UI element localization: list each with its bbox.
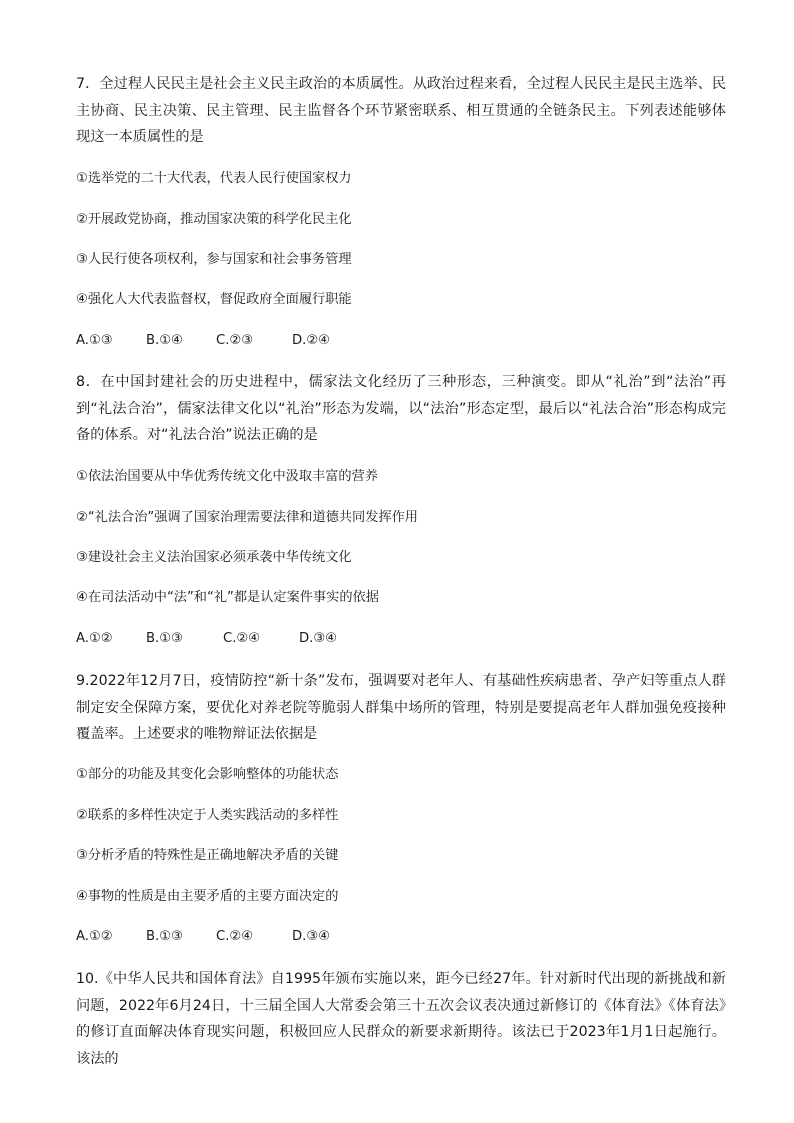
question-7-choice-c[interactable]: C.②③ [216, 333, 254, 348]
question-9-choices [76, 927, 726, 947]
question-7-option-1: ①选举党的二十大代表，代表人民行使国家权力 [76, 171, 352, 186]
question-7-choice-b[interactable]: B.①④ [146, 333, 183, 348]
question-9-choice-a[interactable]: A.①② [76, 929, 113, 944]
question-9-option-1: ①部分的功能及其变化会影响整体的功能状态 [76, 767, 339, 782]
question-7-choices [76, 331, 726, 351]
question-8-choices [76, 629, 726, 649]
question-8-option-1: ①依法治国要从中华优秀传统文化中汲取丰富的营养 [76, 469, 378, 484]
question-8-choice-d[interactable]: D.③④ [299, 631, 337, 646]
question-9-option-2: ②联系的多样性决定于人类实践活动的多样性 [76, 808, 339, 823]
question-7-option-3: ③人民行使各项权利，参与国家和社会事务管理 [76, 252, 352, 267]
question-7-choice-d[interactable]: D.②④ [292, 333, 330, 348]
question-7-option-2: ②开展政党协商，推动国家决策的科学化民主化 [76, 212, 352, 227]
question-9-option-4: ④事物的性质是由主要矛盾的主要方面决定的 [76, 889, 339, 904]
question-7-choice-a[interactable]: A.①③ [76, 333, 113, 348]
question-9-choice-b[interactable]: B.①③ [146, 929, 183, 944]
question-9-option-3: ③分析矛盾的特殊性是正确地解决矛盾的关键 [76, 848, 339, 863]
question-9-choice-c[interactable]: C.②④ [216, 929, 254, 944]
question-8-stem: 8．在中国封建社会的历史进程中，儒家法文化经历了三种形态，三种演变。即从“礼治”到“法治”再到“礼法合治”，儒家法律文化以“礼治”形态为发端，以“法治”形态定型，最后以“礼法合治”形态构成完备的体系。对“礼法合治”说法正确的是 [76, 374, 726, 443]
question-9-stem: 9.2022年12月7日，疫情防控“新十条”发布，强调要对老年人、有基础性疾病患者、孕产妇等重点人群制定安全保障方案，要优化对养老院等脆弱人群集中场所的管理，特别是要提高老年人群加强免疫接种覆盖率。上述要求的唯物辩证法依据是 [76, 673, 726, 742]
question-8-choice-b[interactable]: B.①③ [146, 631, 183, 646]
question-8-option-4: ④在司法活动中“法”和“礼”都是认定案件事实的依据 [76, 590, 379, 605]
question-7-option-4: ④强化人大代表监督权，督促政府全面履行职能 [76, 292, 352, 307]
question-8-choice-a[interactable]: A.①② [76, 631, 113, 646]
question-10-stem: 10.《中华人民共和国体育法》自1995年颁布实施以来，距今已经27年。针对新时代出现的新挑战和新问题，2022年6月24日，十三届全国人大常委会第三十五次会议表决通过新修订的《体育法》《体育法》的修订直面解决体育现实问题，积极回应人民群众的新要求新期待。该法已于2023年1月1日起施行。该法的 [76, 971, 726, 1067]
question-8-option-3: ③建设社会主义法治国家必须承袭中华传统文化 [76, 550, 352, 565]
question-7-stem: 7．全过程人民民主是社会主义民主政治的本质属性。从政治过程来看，全过程人民民主是民主选举、民主协商、民主决策、民主管理、民主监督各个环节紧密联系、相互贯通的全链条民主。下列表述能够体现这一本质属性的是 [76, 76, 726, 145]
question-8-choice-c[interactable]: C.②④ [223, 631, 261, 646]
question-8-option-2: ②“礼法合治”强调了国家治理需要法律和道德共同发挥作用 [76, 510, 418, 525]
question-9-choice-d[interactable]: D.③④ [292, 929, 330, 944]
